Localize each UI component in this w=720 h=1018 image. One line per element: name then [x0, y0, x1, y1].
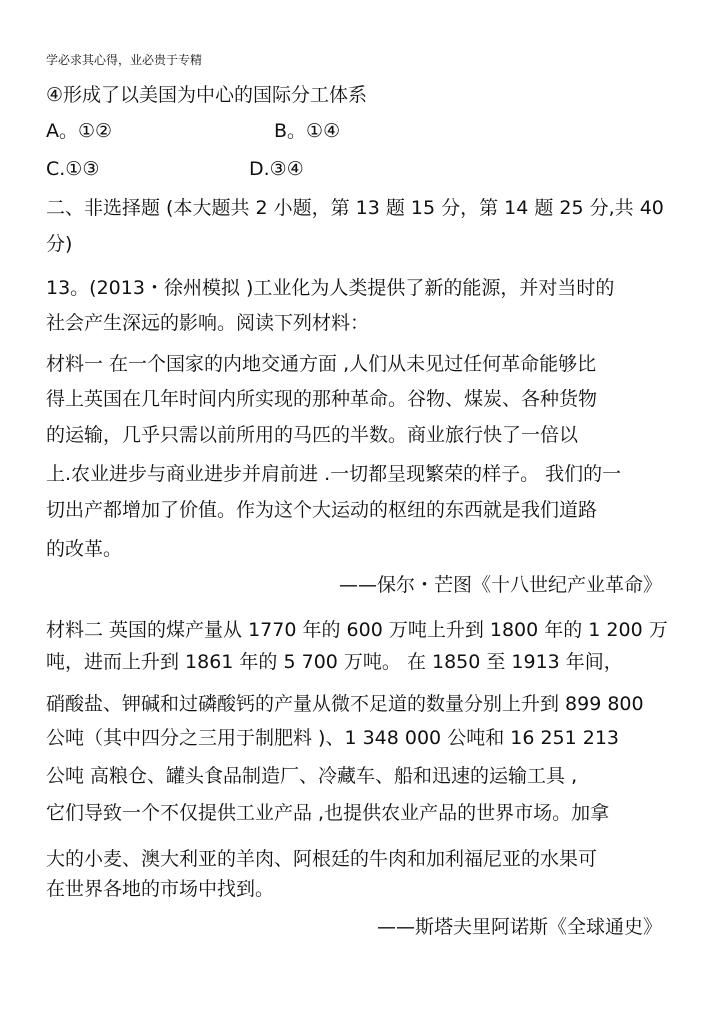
answer-option-b: B。①④ — [274, 120, 341, 142]
material-2-line: 大的小麦、澳大利亚的羊肉、阿根廷的牛肉和加利福尼亚的水果可 — [46, 848, 598, 870]
material-1-source: ——保尔・芒图《十八世纪产业革命》 — [338, 574, 662, 596]
material-2-source: ——斯塔夫里阿诺斯《全球通史》 — [376, 916, 662, 938]
section-heading-line-2: 分) — [46, 233, 73, 255]
answer-option-d: D.③④ — [249, 158, 304, 180]
question-13-line-1: 13。(2013・徐州模拟 )工业化为人类提供了新的能源，并对当时的 — [46, 277, 615, 299]
material-1-line: 的改革。 — [46, 538, 123, 560]
material-1-line: 切出产都增加了价值。作为这个大运动的枢纽的东西就是我们道路 — [46, 499, 598, 521]
material-2-line: 材料二 英国的煤产量从 1770 年的 600 万吨上升到 1800 年的 1 200 万 — [46, 619, 668, 641]
material-1-line: 上.农业进步与商业进步并肩前进 .一切都呈现繁荣的样子。 我们的一 — [46, 463, 622, 485]
question-13-line-2: 社会产生深远的影响。阅读下列材料： — [46, 312, 370, 334]
material-1-line: 的运输，几乎只需以前所用的马匹的半数。商业旅行快了一倍以 — [46, 424, 579, 446]
answer-option-a: A。①② — [46, 120, 113, 142]
material-1-line: 材料一 在一个国家的内地交通方面 ,人们从未见过任何革命能够比 — [46, 353, 597, 375]
material-2-line: 硝酸盐、钾碱和过磷酸钙的产量从微不足道的数量分别上升到 899 800 — [46, 693, 644, 715]
page-header: 学必求其心得，业必贵于专精 — [46, 53, 203, 67]
material-2-line: 公吨（其中四分之三用于制肥料 )、1 348 000 公吨和 16 251 213 — [46, 727, 620, 749]
material-2-line: 吨，进而上升到 1861 年的 5 700 万吨。 在 1850 至 1913 年间， — [46, 651, 623, 673]
option-item-4: ④形成了以美国为中心的国际分工体系 — [46, 84, 368, 106]
answer-option-c: C.①③ — [46, 158, 100, 180]
material-2-line: 它们导致一个不仅提供工业产品 ,也提供农业产品的世界市场。加拿 — [46, 802, 610, 824]
material-2-line: 公吨 高粮仓、罐头食品制造厂、冷藏车、船和迅速的运输工具 , — [46, 765, 578, 787]
material-2-line: 在世界各地的市场中找到。 — [46, 878, 275, 900]
section-heading-line-1: 二、非选择题 (本大题共 2 小题，第 13 题 15 分，第 14 题 25 分,共 40 — [46, 197, 664, 219]
material-1-line: 得上英国在几年时间内所实现的那种革命。谷物、煤炭、各种货物 — [46, 388, 598, 410]
